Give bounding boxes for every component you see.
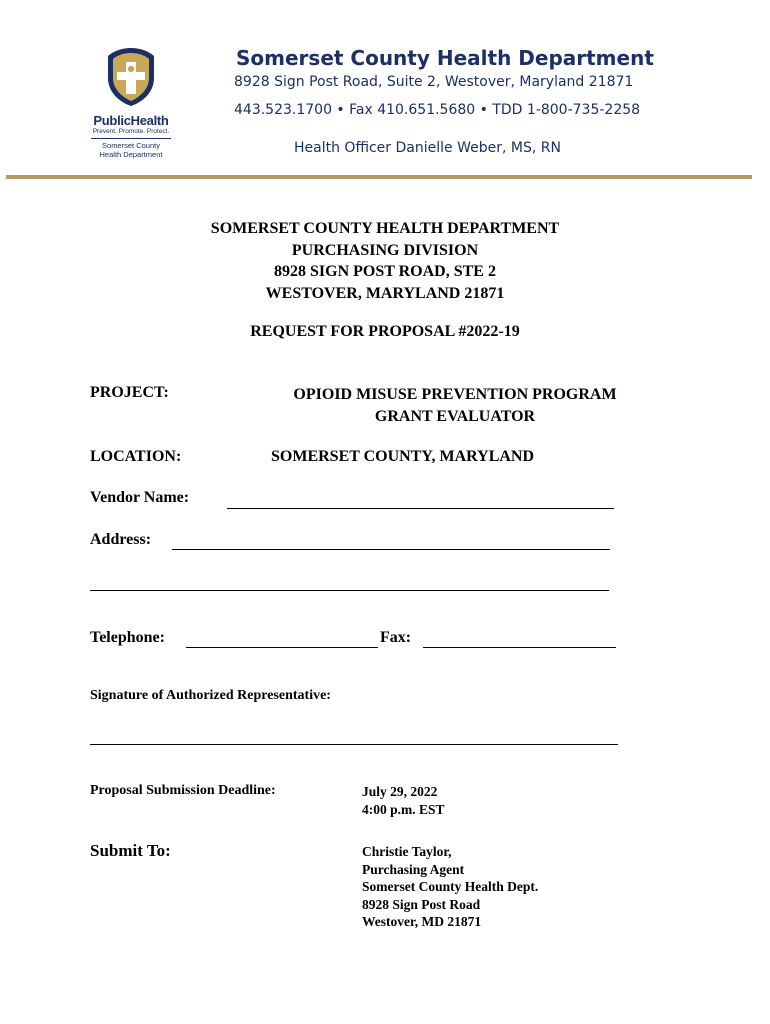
logo-wordmark: PublicHealth: [93, 113, 169, 128]
letterhead-phones: 443.523.1700 • Fax 410.651.5680 • TDD 1-800-735-2258: [234, 102, 641, 118]
heading-line-1: SOMERSET COUNTY HEALTH DEPARTMENT: [210, 220, 560, 237]
heading-line-4: WESTOVER, MARYLAND 21871: [265, 284, 505, 302]
project-value-line-2: GRANT EVALUATOR: [374, 408, 536, 425]
letterhead-address: 8928 Sign Post Road, Suite 2, Westover, Maryland 21871: [234, 74, 634, 90]
signature-field[interactable]: [90, 744, 618, 745]
header-rule: [6, 175, 752, 179]
deadline-time: 4:00 p.m. EST: [362, 801, 445, 817]
location-label: LOCATION:: [90, 448, 182, 465]
division-heading: [0, 218, 770, 304]
submit-city: Westover, MD 21871: [362, 914, 482, 929]
letterhead-title: Somerset County Health Department: [236, 46, 654, 70]
vendor-name-field[interactable]: [227, 508, 614, 509]
deadline-label: Proposal Submission Deadline:: [90, 783, 276, 798]
submit-to-label: Submit To:: [90, 841, 171, 860]
submit-organization: Somerset County Health Dept.: [362, 879, 539, 894]
submit-to-address: [362, 843, 538, 931]
project-value: [270, 384, 640, 428]
logo-divider: [91, 138, 171, 139]
heading-line-3: 8928 SIGN POST ROAD, STE 2: [274, 263, 496, 280]
submit-contact-title: Purchasing Agent: [362, 861, 465, 877]
address-field-line-1[interactable]: [172, 549, 610, 550]
public-health-logo: [86, 44, 176, 159]
submit-street: 8928 Sign Post Road: [362, 896, 481, 912]
address-field-line-2[interactable]: [90, 590, 609, 591]
logo-subtitle-1: Somerset County: [102, 141, 160, 150]
rfp-number: REQUEST FOR PROPOSAL #2022-19: [250, 323, 520, 340]
heading-line-2: PURCHASING DIVISION: [291, 241, 479, 259]
fax-label: Fax:: [380, 629, 412, 646]
telephone-label: Telephone:: [90, 629, 165, 646]
address-label: Address:: [90, 531, 152, 548]
health-officer: Health Officer Danielle Weber, MS, RN: [294, 140, 561, 156]
signature-label: Signature of Authorized Representative:: [90, 688, 331, 703]
project-value-line-1: OPIOID MISUSE PREVENTION PROGRAM: [293, 386, 617, 403]
logo-subtitle-2: Health Department: [99, 150, 163, 159]
deadline-value: [362, 783, 445, 818]
vendor-name-label: Vendor Name:: [90, 489, 190, 506]
deadline-date: July 29, 2022: [362, 784, 438, 799]
location-value: SOMERSET COUNTY, MARYLAND: [271, 448, 535, 465]
submit-contact-name: Christie Taylor,: [362, 844, 452, 859]
logo-tagline: Prevent. Promote. Protect.: [92, 128, 170, 135]
telephone-field[interactable]: [186, 647, 378, 648]
fax-field[interactable]: [423, 647, 616, 648]
project-label: PROJECT:: [90, 384, 169, 401]
shield-cross-icon: [86, 44, 176, 108]
